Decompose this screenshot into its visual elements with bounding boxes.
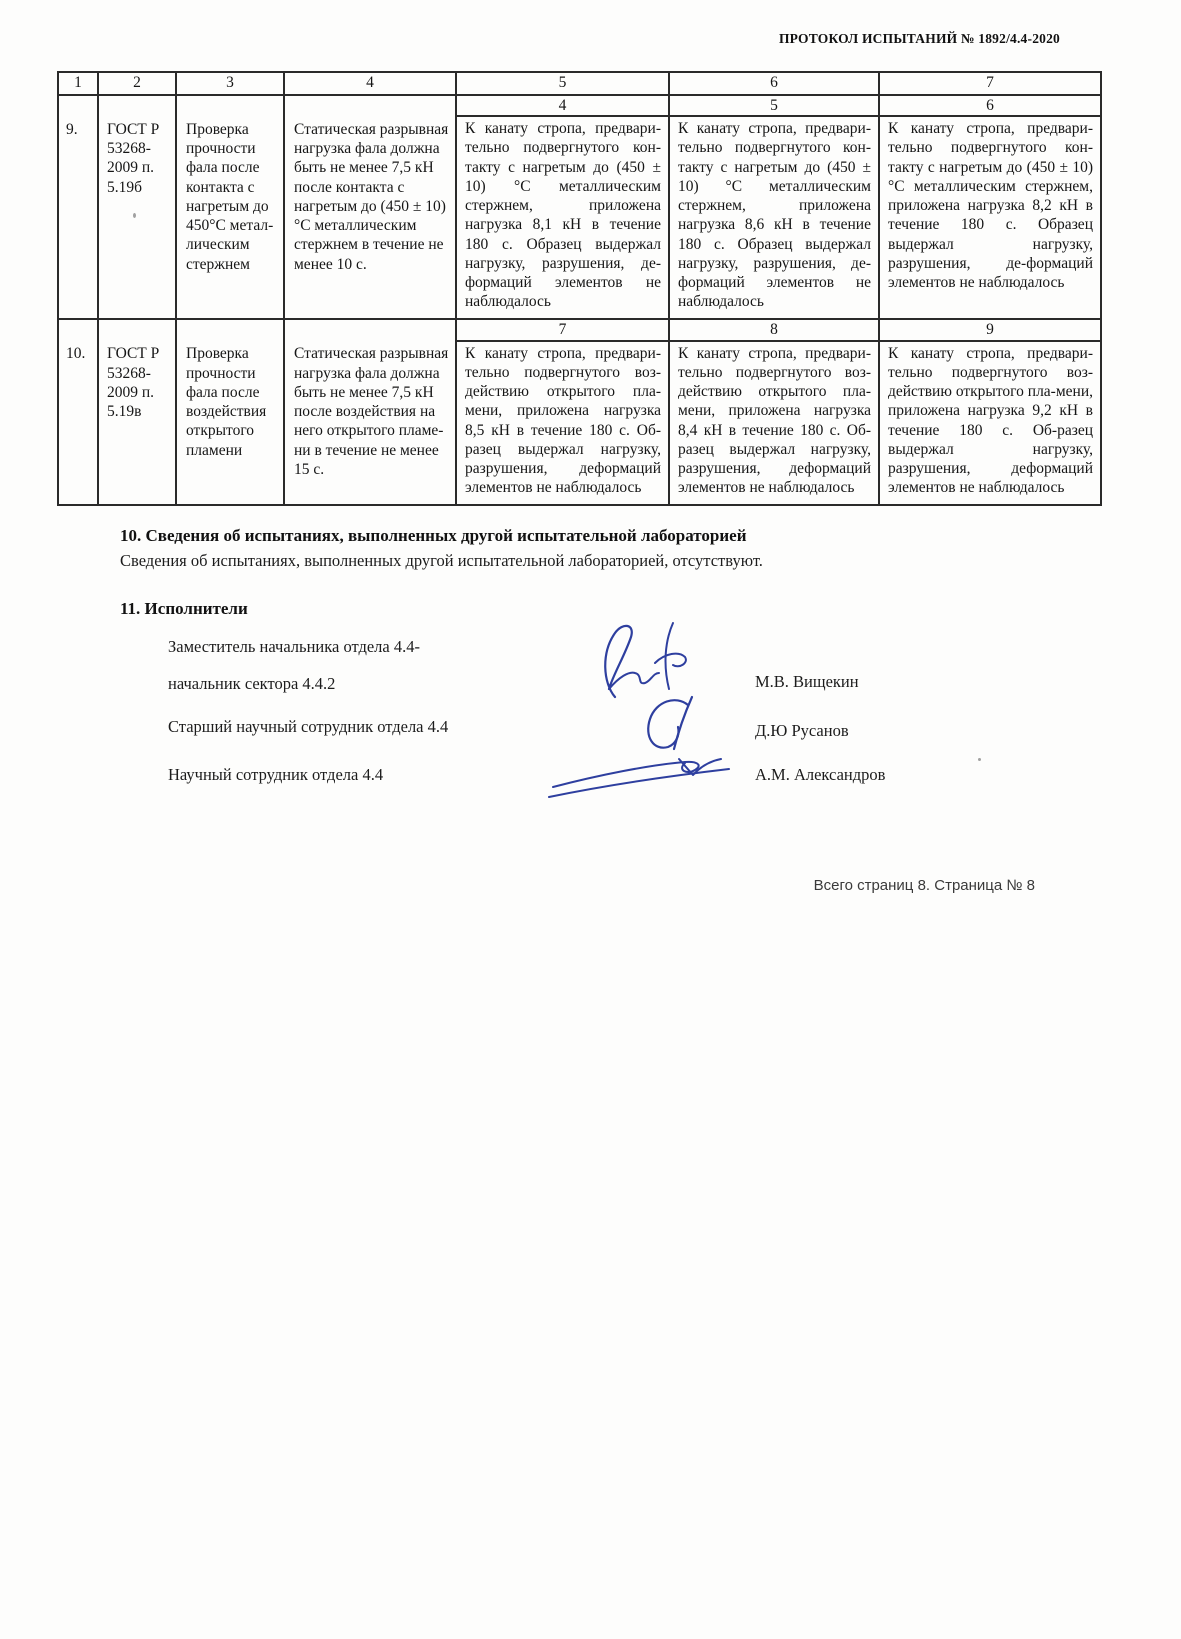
executor-name: А.М. Александров [755, 765, 886, 785]
cell-result: К канату стропа, предвари-тельно подвергнутого кон-такту с нагретым до (450 ± 10) °С металлическим стержнем, приложена нагрузка 8,1 кН в течение 180 с. Образец выдержал нагрузку, разрушения, де-формаций элементов не наблюдалось [456, 116, 669, 319]
cell-result: К канату стропа, предвари-тельно подвергнутого кон-такту с нагретым до (450 ± 10) °С металлическим стержнем, приложена нагрузка 8,6 кН в течение 180 с. Образец выдержал нагрузку, разрушения, де-формаций элементов не наблюдалось [669, 116, 879, 319]
scan-speck [978, 758, 981, 761]
cell-sample-number: 4 [456, 95, 669, 116]
page-count-footer: Всего страниц 8. Страница № 8 [813, 877, 1035, 895]
test-results-table [57, 71, 1102, 506]
executor-role: начальник сектора 4.4.2 [168, 674, 336, 694]
executors-block [168, 635, 1181, 843]
cell-sample-number: 8 [669, 319, 879, 340]
cell-requirement: Статическая разрывная нагрузка фала должна быть не менее 7,5 кН после воздействия на него открытого пламе-ни в течение не менее 15 с. [284, 319, 456, 505]
cell-requirement: Статическая разрывная нагрузка фала должна быть не менее 7,5 кН после контакта с нагретым до (450 ± 10) °С металлическим стержнем в течение не менее 10 с. [284, 95, 456, 319]
cell-check-name: Проверка прочности фала после воздействия открытого пламени [176, 319, 284, 505]
signature-vishchekin [585, 619, 697, 701]
column-number: 5 [456, 72, 669, 95]
signature-rusanov [640, 695, 706, 755]
table-column-numbers-row [58, 72, 1101, 95]
cell-result: К канату стропа, предвари-тельно подвергнутого воз-действию открытого пла-мени, приложена нагрузка 8,4 кН в течение 180 с. Об-разец выдержал нагрузку, разрушения, деформаций элементов не наблюдалось [669, 341, 879, 506]
table-row-9-samples [58, 95, 1101, 116]
column-number: 3 [176, 72, 284, 95]
cell-result: К канату стропа, предвари-тельно подвергнутого кон-такту с нагретым до (450 ± 10) °С металлическим стержнем, приложена нагрузка 8,2 кН в течение 180 с. Образец выдержал нагрузку, разрушения, де-формаций элементов не наблюдалось [879, 116, 1101, 319]
column-number: 4 [284, 72, 456, 95]
executor-role: Заместитель начальника отдела 4.4- [168, 637, 420, 657]
cell-standard: ГОСТ Р 53268-2009 п. 5.19б [98, 95, 176, 319]
section-10-body: Сведения об испытаниях, выполненных другой испытательной лабораторией, отсутствуют. [120, 551, 763, 571]
signature-aleksandrov [545, 751, 735, 807]
cell-sample-number: 9 [879, 319, 1101, 340]
cell-sample-number: 7 [456, 319, 669, 340]
cell-sample-number: 5 [669, 95, 879, 116]
column-number: 6 [669, 72, 879, 95]
cell-result: К канату стропа, предвари-тельно подвергнутого воз-действию открытого пла-мени, приложена нагрузка 8,5 кН в течение 180 с. Об-разец выдержал нагрузку, разрушения, деформаций элементов не наблюдалось [456, 341, 669, 506]
table-row-10-samples [58, 319, 1101, 340]
column-number: 2 [98, 72, 176, 95]
executor-name: М.В. Вищекин [755, 672, 859, 692]
executor-role: Научный сотрудник отдела 4.4 [168, 765, 384, 785]
protocol-number-header: ПРОТОКОЛ ИСПЫТАНИЙ № 1892/4.4-2020 [778, 31, 1060, 46]
cell-row-number: 10. [58, 319, 98, 505]
cell-row-number: 9. [58, 95, 98, 319]
cell-sample-number: 6 [879, 95, 1101, 116]
executor-role: Старший научный сотрудник отдела 4.4 [168, 717, 449, 737]
cell-check-name: Проверка прочности фала после контакта с нагретым до 450°С метал-лическим стержнем [176, 95, 284, 319]
executor-name: Д.Ю Русанов [755, 721, 849, 741]
column-number: 1 [58, 72, 98, 95]
scan-speck [133, 213, 136, 218]
cell-standard: ГОСТ Р 53268-2009 п. 5.19в [98, 319, 176, 505]
section-11-heading: 11. Исполнители [120, 599, 248, 619]
column-number: 7 [879, 72, 1101, 95]
cell-result: К канату стропа, предвари-тельно подвергнутого воз-действию открытого пла-мени, приложена нагрузка 9,2 кН в течение 180 с. Об-разец выдержал нагрузку, разрушения, деформаций элементов не наблюдалось [879, 341, 1101, 506]
section-10-heading: 10. Сведения об испытаниях, выполненных другой испытательной лабораторией [120, 526, 747, 546]
